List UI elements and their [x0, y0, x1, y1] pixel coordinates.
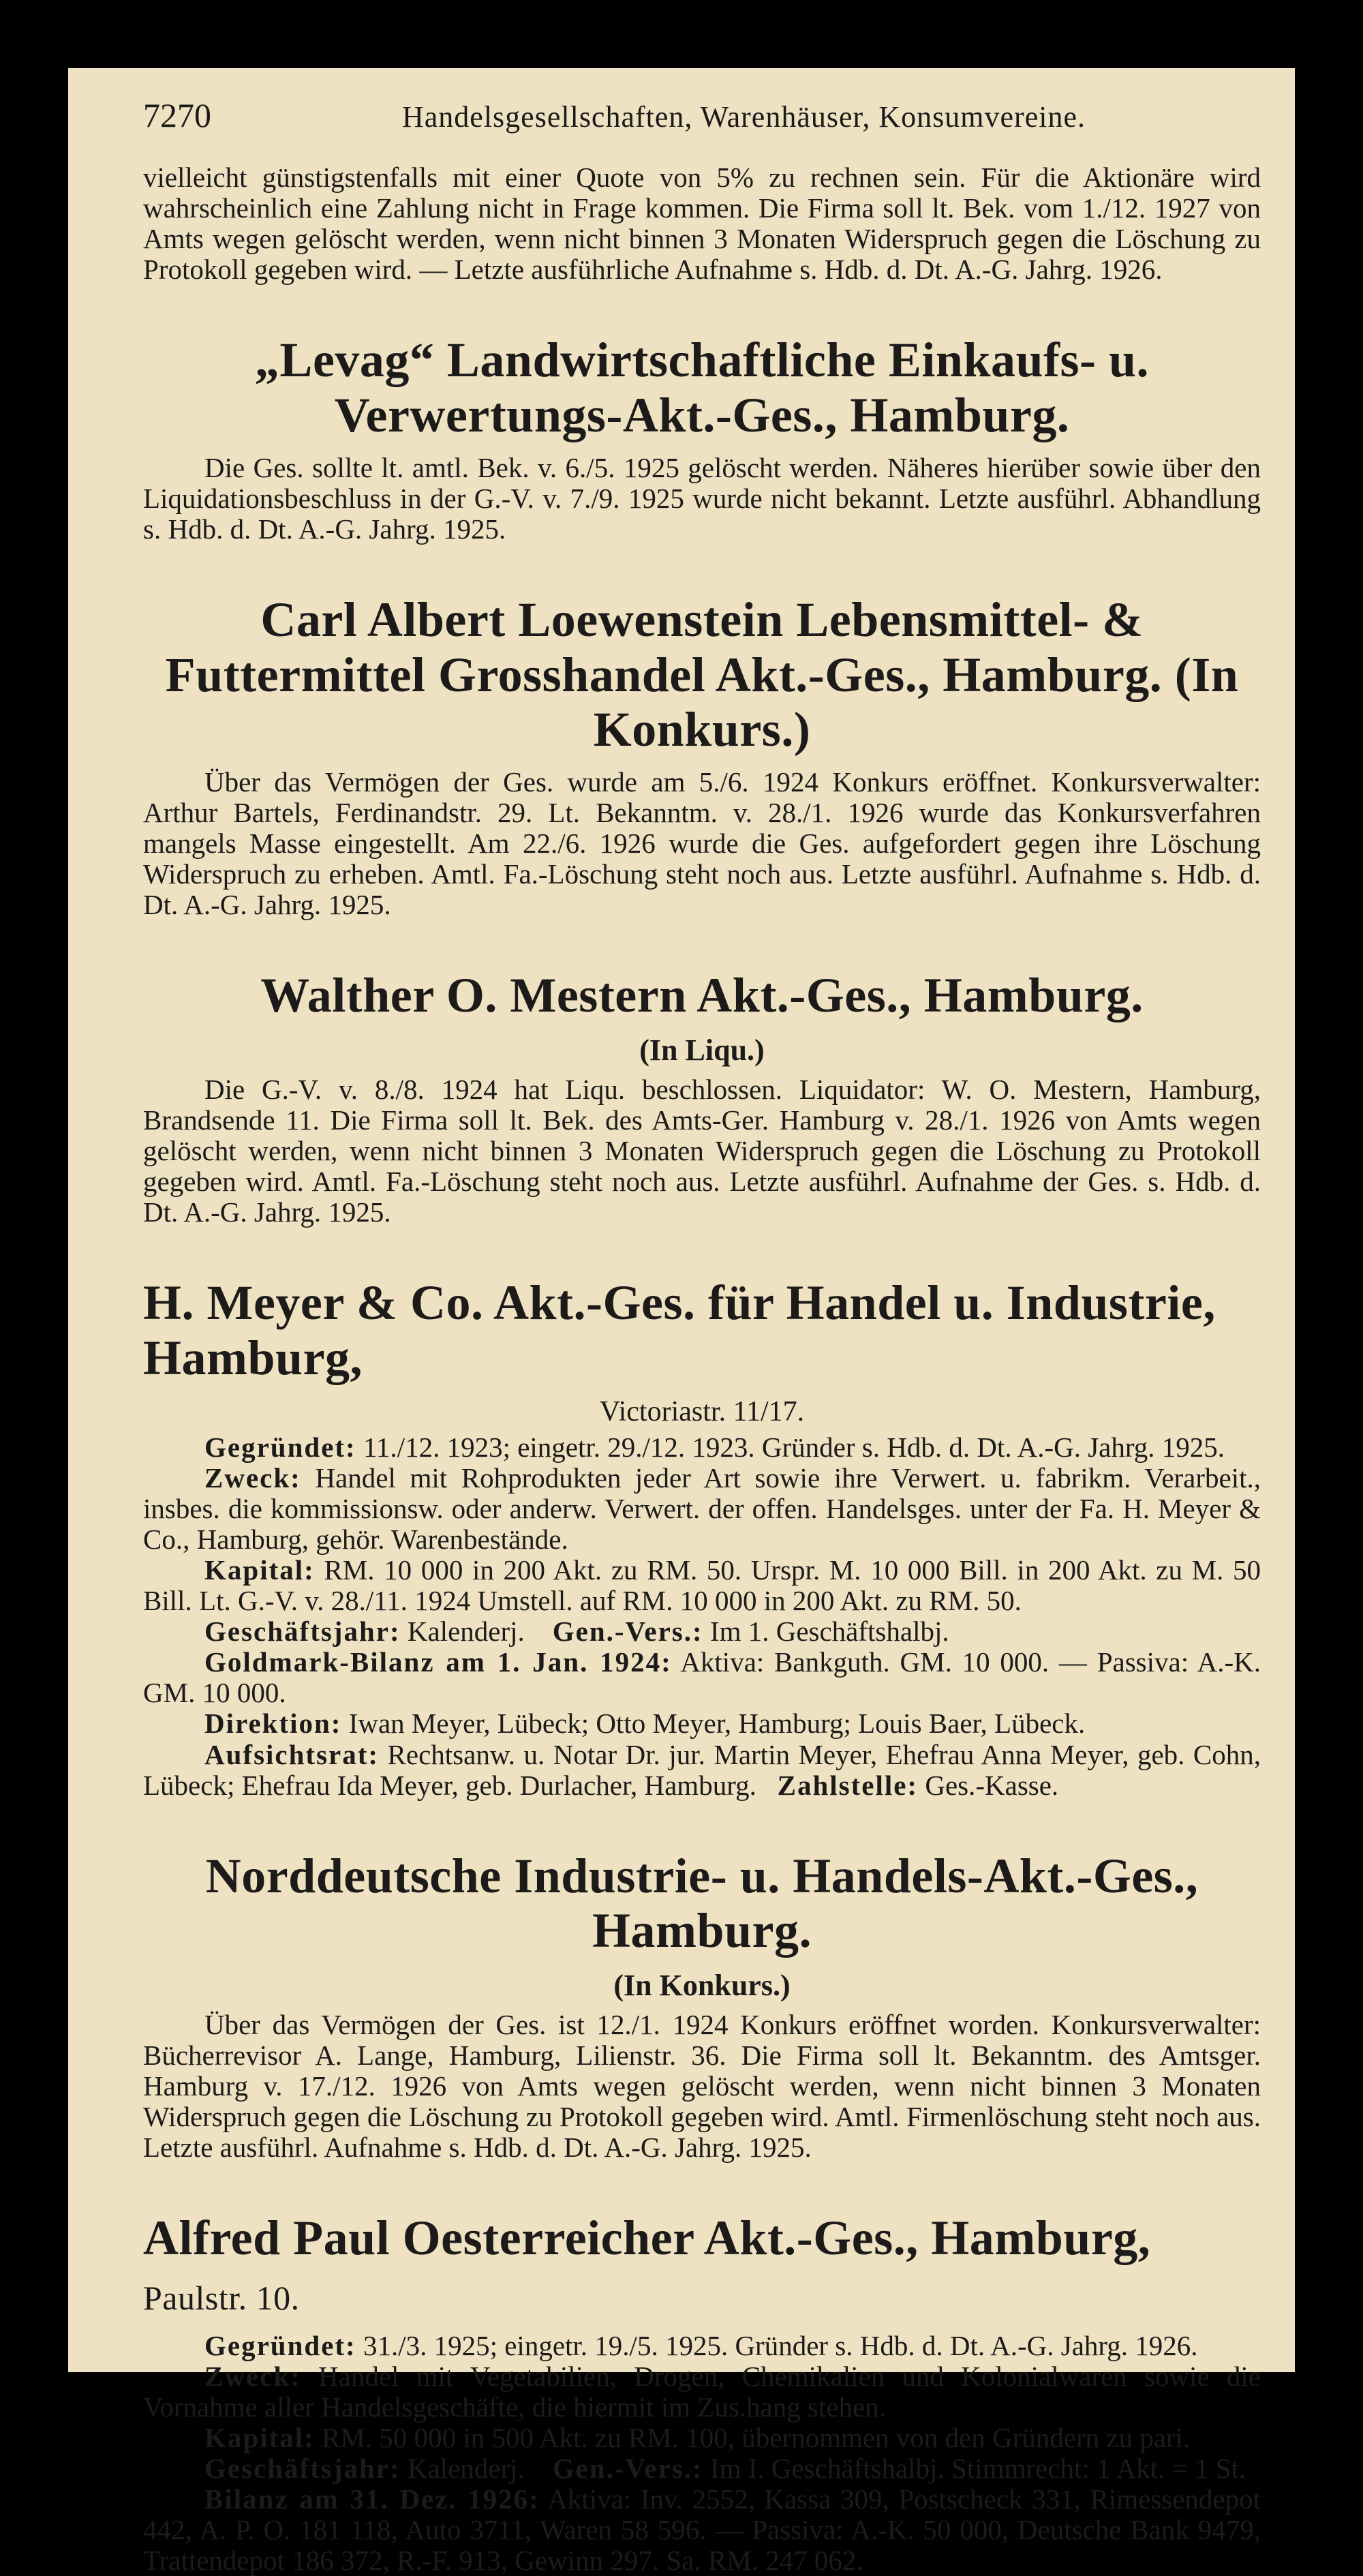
section-oesterreicher	[143, 2211, 1261, 2576]
meyer-board: Direktion: Iwan Meyer, Lübeck; Otto Meyer, Hamburg; Louis Baer, Lübeck.	[204, 1708, 1086, 1740]
norddeutsche-paragraph: Über das Vermögen der Ges. ist 12./1. 1924 Konkurs eröffnet worden. Konkursverwalter: Bücherrevisor A. Lange, Hamburg, Lilienstr. 36. Die Firma soll lt. Bekanntm. des Amtsger. Hamburg v. 17./12. 1926 von Amts wegen gelöscht werden, wenn nicht binnen 3 Monaten Widerspruch gegen die Löschung zu Protokoll gegeben wird. Amtl. Firmenlöschung steht noch aus. Letzte ausführl. Aufnahme s. Hdb. d. Dt. A.-G. Jahrg. 1925.	[143, 2008, 1261, 2164]
meyer-founded: Gegründet: 11./12. 1923; eingetr. 29./12. 1923. Gründer s. Hdb. d. Dt. A.-G. Jahrg. 1925.	[204, 1431, 1225, 1463]
levag-paragraph: Die Ges. sollte lt. amtl. Bek. v. 6./5. 1925 gelöscht werden. Näheres hierüber sowie über den Liquidationsbeschluss in der G.-V. v. 7./9. 1925 wurde nicht bekannt. Letzte ausführl. Abhandlung s. Hdb. d. Dt. A.-G. Jahrg. 1925.	[143, 451, 1261, 545]
mestern-paragraph: Die G.-V. v. 8./8. 1924 hat Liqu. beschlossen. Liquidator: W. O. Mestern, Hamburg, Brandsende 11. Die Firma soll lt. Bek. des Amts-Ger. Hamburg v. 28./1. 1926 von Amts wegen gelöscht werden, wenn nicht binnen 3 Monaten Widerspruch gegen die Löschung zu Protokoll gegeben wird. Amtl. Fa.-Löschung steht noch aus. Letzte ausführl. Aufnahme der Ges. s. Hdb. d. Dt. A.-G. Jahrg. 1925.	[143, 1073, 1261, 1228]
mestern-status: (In Liqu.)	[639, 1033, 765, 1067]
oesterreicher-founded: Gegründet: 31./3. 1925; eingetr. 19./5. 1925. Gründer s. Hdb. d. Dt. A.-G. Jahrg. 1926.	[204, 2329, 1198, 2361]
meyer-supervisory-board: Aufsichtsrat: Rechtsanw. u. Notar Dr. jur. Martin Meyer, Ehefrau Anna Meyer, geb. Cohn, Lübeck; Ehefrau Ida Meyer, geb. Durlacher, Hamburg. Zahlstelle: Ges.-Kasse.	[143, 1738, 1261, 1801]
section-mestern	[143, 968, 1261, 1228]
oesterreicher-address: Paulstr. 10.	[143, 2279, 300, 2318]
section-intro	[143, 162, 1261, 285]
section-loewenstein	[143, 592, 1261, 920]
meyer-title: H. Meyer & Co. Akt.-Ges. für Handel u. Industrie, Hamburg,	[143, 1275, 1216, 1385]
section-norddeutsche	[143, 1849, 1261, 2164]
running-title: Handelsgesellschaften, Warenhäuser, Konsumvereine.	[402, 100, 1086, 134]
oesterreicher-title: Alfred Paul Oesterreicher Akt.-Ges., Hamburg, Paulstr. 10.	[143, 2211, 1151, 2318]
section-levag	[143, 333, 1261, 545]
oesterreicher-purpose: Zweck: Handel mit Vegetabilien, Drogen, Chemikalien und Kolonialwaren sowie die Vornahme aller Handelsgeschäfte, die hiermit im Zus.hang stehen.	[143, 2360, 1261, 2423]
meyer-address: Victoriastr. 11/17.	[599, 1395, 805, 1427]
mestern-title: Walther O. Mestern Akt.-Ges., Hamburg.	[260, 968, 1144, 1023]
norddeutsche-title: Norddeutsche Industrie- u. Handels-Akt.-Ges., Hamburg.	[205, 1848, 1199, 1958]
section-meyer	[143, 1275, 1261, 1800]
document-page	[68, 68, 1295, 2576]
levag-title: „Levag“ Landwirtschaftliche Einkaufs- u. Verwertungs-Akt.-Ges., Hamburg.	[254, 333, 1150, 442]
oesterreicher-capital: Kapital: RM. 50 000 in 500 Akt. zu RM. 100, übernommen von den Gründern zu pari.	[204, 2421, 1191, 2453]
oesterreicher-balance: Bilanz am 31. Dez. 1926: Aktiva: Inv. 2552, Kassa 309, Postscheck 331, Rimessendepot 442, A. P. O. 181 118, Auto 3711, Waren 58 596. — Passiva: A.-K. 50 000, Deutsche Bank 9479, Trattendepot 186 372, R.-F. 913, Gewinn 297. Sa. RM. 247 062.	[143, 2483, 1261, 2576]
norddeutsche-status: (In Konkurs.)	[613, 1968, 791, 2002]
page-header	[143, 95, 1261, 135]
meyer-purpose: Zweck: Handel mit Rohprodukten jeder Art sowie ihre Verwert. u. fabrikm. Verarbeit., insbes. die kommissionsw. oder anderw. Verwert. der offen. Handelsges. unter der Fa. H. Meyer & Co., Hamburg, gehör. Warenbestände.	[143, 1461, 1261, 1555]
intro-paragraph: vielleicht günstigstenfalls mit einer Quote von 5% zu rechnen sein. Für die Aktionäre wird wahrscheinlich eine Zahlung nicht in Frage kommen. Die Firma soll lt. Bek. vom 1./12. 1927 von Amts wegen gelöscht werden, wenn nicht binnen 3 Monaten Widerspruch gegen die Löschung zu Protokoll gegeben wird. — Letzte ausführliche Aufnahme s. Hdb. d. Dt. A.-G. Jahrg. 1926.	[143, 162, 1261, 286]
loewenstein-title: Carl Albert Loewenstein Lebensmittel- & Futtermittel Grosshandel Akt.-Ges., Hamburg. (In Konkurs.)	[165, 592, 1239, 757]
meyer-balance: Goldmark-Bilanz am 1. Jan. 1924: Aktiva: Bankguth. GM. 10 000. — Passiva: A.-K. GM. 10 000.	[143, 1646, 1261, 1709]
meyer-capital: Kapital: RM. 10 000 in 200 Akt. zu RM. 50. Urspr. M. 10 000 Bill. in 200 Akt. zu M. 50 Bill. Lt. G.-V. v. 28./11. 1924 Umstell. auf RM. 10 000 in 200 Akt. zu RM. 50.	[143, 1554, 1261, 1617]
loewenstein-paragraph: Über das Vermögen der Ges. wurde am 5./6. 1924 Konkurs eröffnet. Konkursverwalter: Arthur Bartels, Ferdinandstr. 29. Lt. Bekanntm. v. 28./1. 1926 wurde das Konkursverfahren mangels Masse eingestellt. Am 22./6. 1926 wurde die Ges. aufgefordert gegen ihre Löschung Widerspruch zu erheben. Amtl. Fa.-Löschung steht noch aus. Letzte ausführl. Aufnahme s. Hdb. d. Dt. A.-G. Jahrg. 1925.	[143, 766, 1261, 921]
page-number: 7270	[143, 96, 211, 134]
oesterreicher-fiscal-year: Geschäftsjahr: Kalenderj. Gen.-Vers.: Im I. Geschäftshalbj. Stimmrecht: 1 Akt. = 1 St.	[204, 2453, 1246, 2485]
meyer-fiscal-year: Geschäftsjahr: Kalenderj. Gen.-Vers.: Im 1. Geschäftshalbj.	[204, 1616, 949, 1648]
